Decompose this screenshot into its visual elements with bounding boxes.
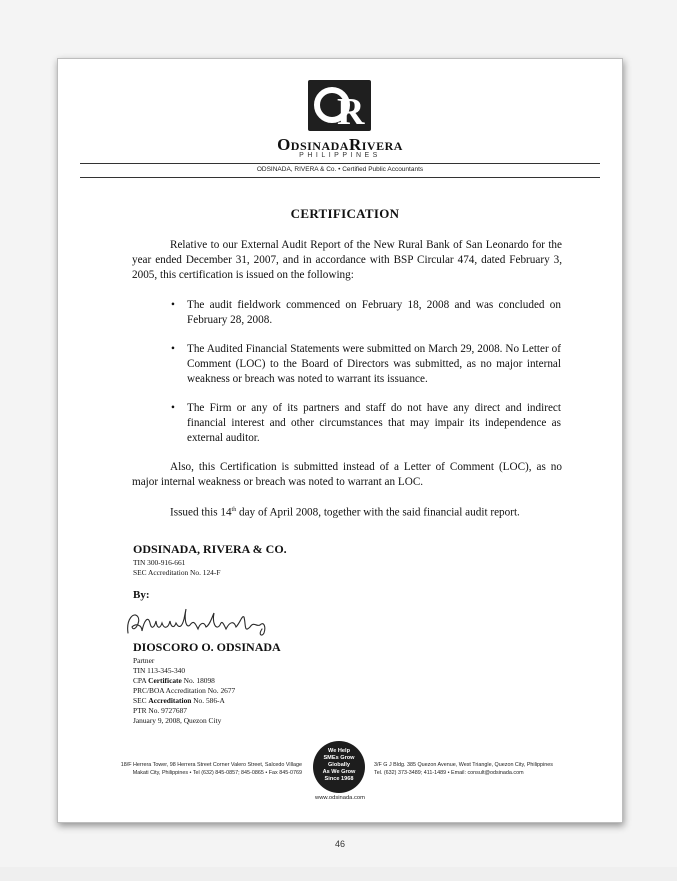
issued-text: Issued this 14: [170, 506, 232, 519]
signatory-ptr-date: January 9, 2008, Quezon City: [133, 716, 222, 725]
firm-sec: SEC Accreditation No. 124-F: [133, 568, 221, 577]
cpa-prefix: CPA: [133, 676, 149, 685]
issued-paragraph: [170, 503, 570, 521]
bottom-rule: [80, 177, 600, 178]
badge-line: SMEs Grow: [323, 755, 355, 761]
issued-text-rest: day of April 2008, together with the said financial audit report.: [236, 506, 520, 519]
badge-line: As We Grow: [322, 769, 356, 775]
handwritten-signature: [124, 603, 284, 643]
bullet-text: The Audited Financial Statements were submitted on March 29, 2008. No Letter of Comment (LOC) to the Board of Directors was submitted, as no major internal weakness or breach was noted to warrant its issuance.: [187, 343, 561, 385]
bullet-text: The Firm or any of its partners and staff do not have any direct and indirect financial interest and other circumstances that may impair its independence as external auditor.: [187, 402, 561, 444]
footer-right-line: Tel. (632) 373-3489; 411-1489 • Email: consult@odsinada.com: [374, 770, 524, 776]
bullet-marker: •: [171, 343, 175, 355]
signatory-name: DIOSCORO O. ODSINADA: [133, 640, 281, 654]
sec-number: No. 586-A: [191, 696, 225, 705]
issued-ordinal: th: [231, 507, 237, 513]
footer-right-line: 3/F G J Bldg. 385 Quezon Avenue, West Triangle, Quezon City, Philippines: [374, 762, 553, 768]
page-number: 46: [334, 839, 345, 849]
footer-left-line: 18/F Herrera Tower, 98 Herrera Street Corner Valero Street, Salcedo Village: [120, 762, 302, 768]
signatory-role: Partner: [133, 656, 155, 665]
signatory-prc: PRC/BOA Accreditation No. 2677: [133, 686, 236, 695]
signatory-cpa: [133, 676, 215, 686]
cpa-number: No. 18098: [181, 676, 215, 685]
also-paragraph: Also, this Certification is submitted instead of a Letter of Comment (LOC), as no major internal weakness or breach was noted to warrant an LOC.: [132, 461, 562, 488]
badge-line: We Help: [328, 748, 350, 754]
footer-address-quezon: [374, 761, 612, 777]
signatory-sec: [133, 696, 225, 706]
firm-tagline: ODSINADA, RIVERA & Co. • Certified Public Accountants: [256, 166, 424, 173]
bullet-text: The audit fieldwork commenced on February 18, 2008 and was concluded on February 28, 2008.: [187, 299, 561, 326]
intro-paragraph: Relative to our External Audit Report of the New Rural Bank of San Leonardo for the year ended December 31, 2007, and in accordance with BSP Circular 474, dated February 3, 2005, this certification is issued on the following:: [132, 239, 562, 281]
bullet-marker: •: [171, 299, 175, 311]
bullet-item: [171, 298, 563, 328]
page-bottom-band: [0, 867, 677, 881]
by-label: By:: [133, 589, 150, 601]
firm-name-first: Odsinada: [277, 135, 349, 154]
firm-tin: TIN 300-916-661: [133, 558, 186, 567]
document-title: CERTIFICATION: [290, 206, 400, 221]
footer-address-makati: [66, 761, 302, 777]
firm-signature-name: ODSINADA, RIVERA & CO.: [133, 542, 287, 556]
footer-badge: [313, 741, 365, 793]
firm-name-second: Rivera: [348, 135, 403, 154]
signatory-tin: TIN 113-345-340: [133, 666, 186, 675]
sec-prefix: SEC: [133, 696, 149, 705]
bullet-marker: •: [171, 402, 175, 414]
top-rule: [80, 163, 600, 164]
footer-website[interactable]: www.odsinada.com: [315, 795, 365, 801]
bullet-item: [171, 401, 563, 446]
badge-line: Since 1968: [324, 776, 354, 782]
firm-logo: [308, 80, 371, 131]
badge-line: Globally: [327, 762, 351, 768]
signatory-ptr: PTR No. 9727687: [133, 706, 187, 715]
firm-country: PHILIPPINES: [299, 152, 381, 159]
bullet-item: [171, 342, 563, 387]
footer-left-line: Makati City, Philippines • Tel (632) 845-0857; 845-0865 • Fax 845-0769: [132, 770, 302, 776]
sec-bold: Accreditation: [148, 696, 192, 705]
cpa-bold: Certificate: [148, 676, 182, 685]
svg-text:R: R: [337, 91, 365, 131]
